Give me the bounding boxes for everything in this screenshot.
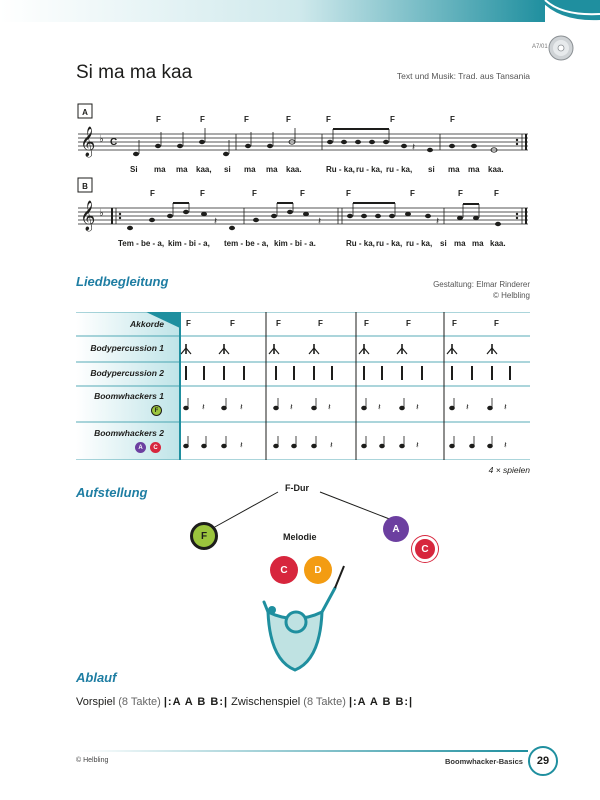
svg-text:𝄽: 𝄽 [416, 440, 419, 450]
staff-a-lyric: ru - ka, [386, 165, 413, 174]
row-label-boomwhackers-1: Boomwhackers 1 [94, 391, 164, 401]
staff-b-chord: F [494, 189, 499, 198]
liedbegleitung-heading: Liedbegleitung [76, 274, 169, 289]
row-label-boomwhackers-2: Boomwhackers 2 [94, 428, 164, 438]
aufstellung-heading: Aufstellung [76, 485, 148, 500]
staff-a-lyric: kaa. [286, 165, 302, 174]
svg-text:𝄞: 𝄞 [80, 127, 96, 157]
staff-b-label: B [82, 182, 88, 191]
staff-b-chord: F [458, 189, 463, 198]
node-a: A [383, 516, 409, 542]
gestaltung-text: Gestaltung: Elmar Rinderer [433, 280, 530, 289]
track-id: A7/01 [532, 44, 548, 50]
staff-a-chord: F [450, 115, 455, 124]
svg-text:♭: ♭ [99, 208, 104, 219]
staff-a-lyric: ma [154, 165, 166, 174]
footer-copyright: © Helbling [76, 757, 109, 764]
row-label-bodypercussion-1: Bodypercussion 1 [90, 343, 164, 353]
staff-b-chord: F [300, 189, 305, 198]
staff-b-lyric: Tem - be - a, [118, 239, 165, 248]
badge-c: C [150, 442, 161, 453]
badge-a: A [135, 442, 146, 453]
gestaltung-copyright: © Helbling [492, 291, 530, 300]
staff-a-chord: F [156, 115, 161, 124]
group-label-fdur: F-Dur [285, 483, 309, 493]
staff-b-lyric: ru - ka, [406, 239, 433, 248]
staff-b-lyric: kim - bi - a. [274, 239, 316, 248]
staff-b-lyric: tem - be - a, [224, 239, 269, 248]
svg-text:𝄽: 𝄽 [378, 402, 381, 412]
svg-text:𝄽: 𝄽 [504, 402, 507, 412]
svg-text:𝄽: 𝄽 [412, 142, 416, 153]
svg-text:𝄽: 𝄽 [436, 216, 440, 227]
staff-a-lyric: ma [244, 165, 256, 174]
staff-a-lyric: ma [448, 165, 460, 174]
staff-a-chord: F [286, 115, 291, 124]
chord-cell: F [406, 319, 411, 328]
vorspiel-label: Vorspiel [76, 696, 116, 708]
svg-text:𝄽: 𝄽 [240, 440, 243, 450]
svg-text:𝄞: 𝄞 [80, 201, 96, 231]
staff-a-lyric: ru - ka, [356, 165, 383, 174]
svg-text:𝄽: 𝄽 [202, 402, 205, 412]
staff-a-lyric: Ru - ka, [326, 165, 355, 174]
ablauf-sequence [76, 696, 413, 708]
chord-cell: F [186, 319, 191, 328]
staff-a-chord: F [326, 115, 331, 124]
staff-a-lyric: Si [130, 165, 138, 174]
chord-cell: F [318, 319, 323, 328]
chord-cell: F [230, 319, 235, 328]
staff-b-lyric: ru - ka, [376, 239, 403, 248]
staff-a-chord: F [244, 115, 249, 124]
sequence-2: |:A A B B:| [348, 696, 414, 708]
staff-a-lyric: ma [468, 165, 480, 174]
node-f: F [190, 522, 218, 550]
svg-text:𝄽: 𝄽 [504, 440, 507, 450]
song-title: Si ma ma kaa [76, 62, 193, 83]
staff-a-chord: F [200, 115, 205, 124]
sequence-1: |:A A B B:| [163, 696, 229, 708]
song-credit: Text und Musik: Trad. aus Tansania [396, 71, 530, 81]
melody-label: Melodie [283, 532, 317, 542]
zwischenspiel-label: Zwischenspiel [231, 696, 301, 708]
staff-a-lyric: ma [176, 165, 188, 174]
node-d-melody: D [304, 556, 332, 584]
footer-book-title: Boomwhacker-Basics [445, 757, 523, 766]
staff-b-chord: F [346, 189, 351, 198]
staff-b-lyric: ma [454, 239, 466, 248]
staff-a-lyric: ma [266, 165, 278, 174]
svg-text:𝄽: 𝄽 [328, 402, 331, 412]
staff-a-chord: F [390, 115, 395, 124]
zwischenspiel-takte: (8 Takte) [303, 696, 346, 708]
svg-text:𝄽: 𝄽 [214, 216, 218, 227]
staff-b-lyric: ma [472, 239, 484, 248]
staff-a-lyric: si [224, 165, 231, 174]
svg-text:𝄽: 𝄽 [290, 402, 293, 412]
staff-b-chord: F [252, 189, 257, 198]
staff-b-lyric: si [440, 239, 447, 248]
chord-cell: F [452, 319, 457, 328]
staff-a-lyric: kaa, [196, 165, 212, 174]
footer-line [76, 750, 528, 752]
chord-cell: F [364, 319, 369, 328]
svg-text:𝄽: 𝄽 [330, 440, 333, 450]
svg-text:𝄽: 𝄽 [318, 216, 322, 227]
page-number: 29 [528, 746, 558, 776]
chord-cell: F [494, 319, 499, 328]
vorspiel-takte: (8 Takte) [118, 696, 161, 708]
staff-a-lyric: si [428, 165, 435, 174]
ablauf-heading: Ablauf [76, 670, 117, 685]
svg-text:♭: ♭ [99, 134, 104, 145]
staff-b-lyric: kim - bi - a, [168, 239, 210, 248]
staff-a-lyric: kaa. [488, 165, 504, 174]
staff-b-lyric: Ru - ka, [346, 239, 375, 248]
node-c-right: C [412, 536, 438, 562]
staff-b-chord: F [410, 189, 415, 198]
staff-b-chord: F [200, 189, 205, 198]
staff-b-lyric: kaa. [490, 239, 506, 248]
row-label-akkorde: Akkorde [129, 319, 164, 329]
chord-cell: F [276, 319, 281, 328]
svg-text:C: C [110, 137, 118, 148]
repeat-note: 4 × spielen [488, 465, 530, 475]
staff-a-label: A [82, 108, 88, 117]
node-c-melody: C [270, 556, 298, 584]
svg-text:𝄽: 𝄽 [466, 402, 469, 412]
svg-text:𝄽: 𝄽 [240, 402, 243, 412]
staff-b-chord: F [150, 189, 155, 198]
badge-f: F [151, 405, 162, 416]
svg-text:𝄽: 𝄽 [416, 402, 419, 412]
row-label-bodypercussion-2: Bodypercussion 2 [90, 368, 164, 378]
